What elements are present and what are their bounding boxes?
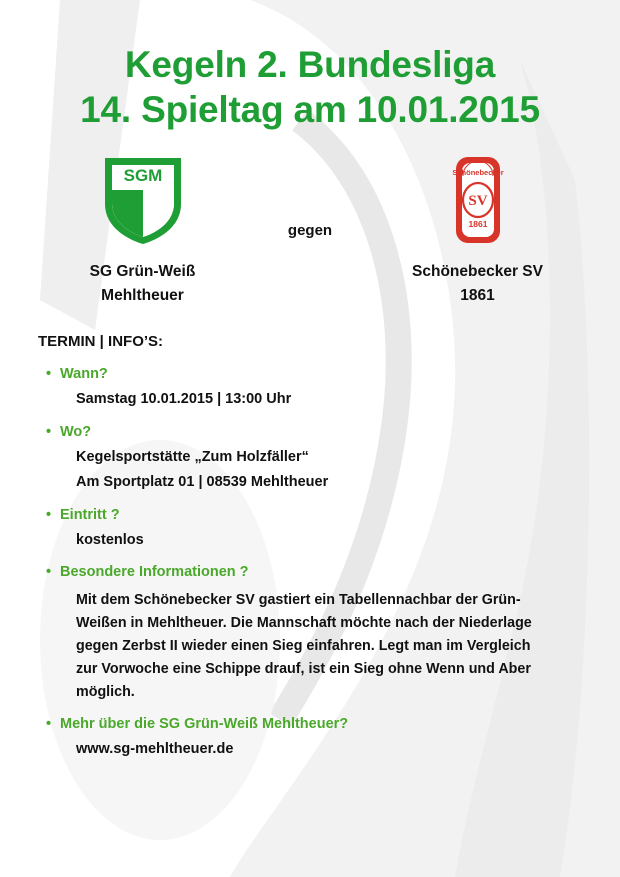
- svg-text:SV: SV: [467, 193, 488, 210]
- svg-text:1861: 1861: [468, 219, 487, 230]
- info-answer-wo-venue: Kegelsportstätte „Zum Holzfäller“: [76, 448, 309, 465]
- away-team-name: [370, 260, 585, 307]
- bullet-icon: •: [46, 423, 52, 440]
- away-team: [370, 154, 585, 307]
- info-section: [38, 333, 578, 763]
- info-item-wo: [38, 420, 578, 496]
- info-answer-wo-address: Am Sportplatz 01 | 08539 Mehltheuer: [76, 474, 329, 491]
- title-line-2: 14. Spieltag am 10.01.2015: [80, 89, 540, 131]
- svg-text:Schönebecker: Schönebecker: [451, 168, 504, 178]
- info-item-mehr: [38, 712, 578, 763]
- away-team-name-line2: 1861: [460, 286, 495, 304]
- info-question-besondere-label: Besondere Informationen ?: [60, 564, 249, 581]
- info-question-eintritt-label: Eintritt ?: [60, 506, 120, 523]
- website-link[interactable]: www.sg-mehltheuer.de: [76, 740, 234, 757]
- home-team: [35, 154, 250, 307]
- info-answer-wann: Samstag 10.01.2015 | 13:00 Uhr: [76, 391, 292, 408]
- info-question-wann-label: Wann?: [60, 365, 108, 382]
- home-team-name-line1: SG Grün-Weiß: [89, 263, 196, 281]
- info-item-eintritt: [38, 503, 578, 554]
- home-team-name: [35, 260, 250, 307]
- schoenebecker-sv-crest-icon: [370, 154, 585, 246]
- info-item-wann: [38, 362, 578, 413]
- away-team-name-line1: Schönebecker SV: [412, 263, 543, 281]
- info-paragraph: Mit dem Schönebecker SV gastiert ein Tabellennachbar der Grün-Weißen in Mehltheuer. Die Mannschaft möchte nach der Niederlage gegen Zerbst II wieder einen Sieg einfahren. Legt man im Vergleich zur Vorwoche eine Schippe drauf, ist ein Sieg ohne Wenn und Aber möglich.: [76, 591, 532, 701]
- bullet-icon: •: [46, 365, 52, 382]
- info-question-eintritt: [38, 503, 578, 528]
- bullet-icon: •: [46, 506, 52, 523]
- bullet-icon: •: [46, 564, 52, 581]
- info-question-besondere: [38, 560, 578, 585]
- page-title: [0, 0, 620, 132]
- bullet-icon: •: [46, 715, 52, 732]
- title-line-1: Kegeln 2. Bundesliga: [124, 44, 496, 85]
- info-item-besondere: [38, 560, 578, 704]
- info-question-mehr: [38, 712, 578, 737]
- svg-text:SGM: SGM: [123, 166, 162, 186]
- versus-label: gegen: [287, 222, 333, 240]
- info-answer-eintritt: kostenlos: [76, 532, 144, 548]
- info-question-wo: [38, 420, 578, 445]
- info-question-wann: [38, 362, 578, 387]
- info-question-mehr-label: Mehr über die SG Grün-Weiß Mehltheuer?: [60, 715, 349, 732]
- match-teams: [0, 154, 620, 307]
- info-heading: TERMIN | INFO’S:: [38, 332, 164, 350]
- home-team-name-line2: Mehltheuer: [101, 286, 184, 304]
- info-question-wo-label: Wo?: [60, 423, 92, 440]
- sgm-shield-crest-icon: [35, 154, 250, 246]
